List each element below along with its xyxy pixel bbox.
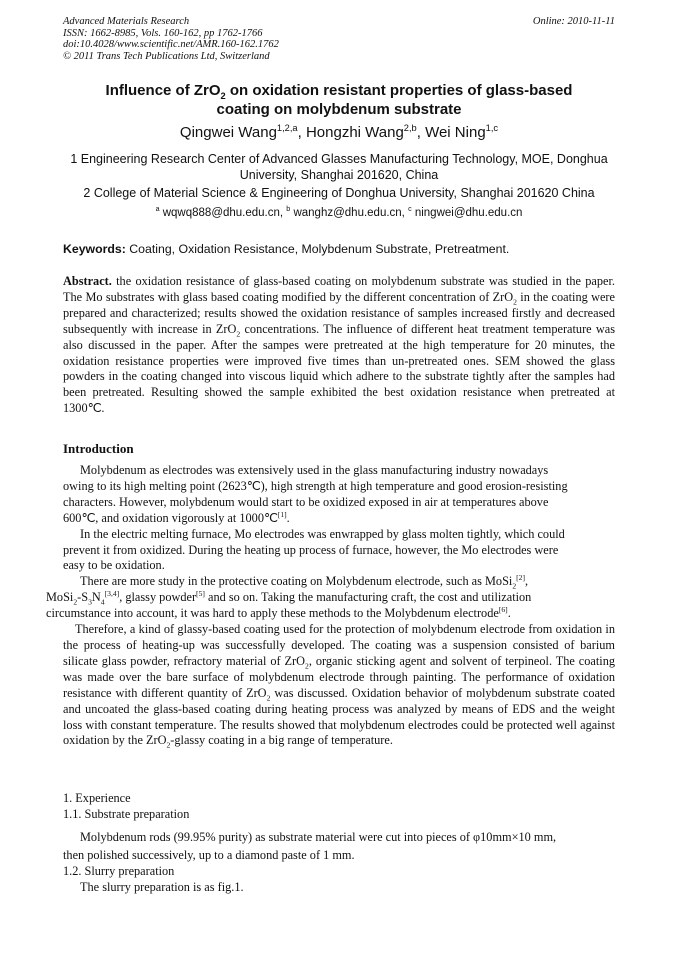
email-link[interactable]: wanghz@dhu.edu.cn, bbox=[290, 207, 409, 219]
issn-line: ISSN: 1662-8985, Vols. 160-162, pp 1762-1766 bbox=[63, 27, 263, 39]
journal-name: Advanced Materials Research bbox=[63, 16, 190, 27]
introduction-body bbox=[46, 463, 615, 750]
citation-ref[interactable]: [6] bbox=[498, 605, 508, 615]
title-text: on oxidation resistant properties of glass-based bbox=[225, 82, 573, 99]
abstract-label: Abstract. bbox=[63, 274, 112, 288]
online-date: Online: 2010-11-11 bbox=[532, 16, 615, 27]
title-line-2: coating on molybdenum substrate bbox=[216, 100, 462, 118]
introduction-heading: Introduction bbox=[63, 441, 134, 456]
author-list bbox=[63, 124, 615, 142]
citation-ref[interactable]: [1] bbox=[277, 509, 287, 519]
citation-ref[interactable]: [2] bbox=[516, 573, 526, 583]
title-subscript: 2 bbox=[220, 91, 226, 101]
affiliation-1: 1 Engineering Research Center of Advanced Glasses Manufacturing Technology, MOE, Donghua University, Shanghai 201620, China bbox=[70, 152, 608, 182]
intro-paragraph-2: In the electric melting furnace, Mo electrodes was enwrapped by glass molten tightly, which could prevent it from oxidized. During the heating up process of furnace, however, the Mo electrodes were easy to be oxidation. bbox=[63, 526, 565, 573]
experience-section bbox=[63, 791, 615, 895]
journal-header bbox=[63, 16, 615, 62]
doi-line: doi:10.4028/www.scientific.net/AMR.160-162.1762 bbox=[63, 39, 279, 51]
substrate-text-line: then polished successively, up to a diamond paste of 1 mm. bbox=[63, 847, 355, 862]
slurry-text-line: The slurry preparation is as fig.1. bbox=[80, 879, 244, 894]
copyright-line: © 2011 Trans Tech Publications Ltd, Switzerland bbox=[63, 50, 270, 62]
affiliation-2: 2 College of Material Science & Engineering of Donghua University, Shanghai 201620 China bbox=[83, 186, 595, 200]
email-link[interactable]: ningwei@dhu.edu.cn bbox=[411, 207, 523, 219]
abstract: Abstract. the oxidation resistance of glass-based coating on molybdenum substrate was studied in the paper. The Mo substrates with glass based coating modified by the different concentration of ZrO$_2$ in the coating were prepared and characterized; results showed the oxidation resistance of samples increased firstly and decreased subsequently with increase in ZrO$_2$ concentrations. The influence of different heat treatment temperature was also discussed in the paper. After the sampes were pretreated at the high temperature for 20 minutes, the oxidation resistance properties were improved five times than un-pretreated ones. SEM showed the glass powders in the coating changed into viscous liquid which adhere to the substrate tightly after the samples had been pretreated. Resulting showed the sample exhibited the best oxidation resistance when pretreated at 1300℃. bbox=[63, 274, 615, 416]
substrate-text-line: Molybdenum rods (99.95% purity) as substrate material were cut into pieces of φ10mm×10 mm, bbox=[80, 829, 557, 844]
section-heading: 1. Experience bbox=[63, 791, 131, 805]
author: Qingwei Wang$^{1,2,a}$, bbox=[179, 123, 306, 141]
citation-ref[interactable]: [3,4] bbox=[104, 589, 120, 599]
keywords bbox=[63, 242, 615, 257]
paper-title bbox=[63, 82, 615, 119]
keywords-text: Coating, Oxidation Resistance, Molybdenum Substrate, Pretreatment. bbox=[125, 242, 510, 256]
citation-ref[interactable]: [5] bbox=[196, 589, 205, 599]
subsection-heading: 1.1. Substrate preparation bbox=[63, 806, 190, 821]
intro-paragraph-4: Therefore, a kind of glassy-based coating used for the protection of molybdenum electrode from oxidation in the process of heating-up was successfully developed. The coating was a suspension consisted of barium silicate glass powder, refractory material of ZrO$_2$, organic sticking agent and solvent of terpineol. The coating was made over the bare surface of molybdenum electrode through painting. The performance of oxidation resistance with different quantity of ZrO$_2$ was discussed. Oxidation behavior of molybdenum substrate coated and uncoated the glass-based coating during heating process was analyzed by means of EDS and the weight loss with constant temperature. The results showed that molybdenum electrodes could be protected well against oxidation by the ZrO$_2$-glassy coating in a big range of temperature. bbox=[63, 622, 615, 750]
author-emails: $^a$ wqwq888@dhu.edu.cn, $^b$ wanghz@dhu.edu.cn, $^c$ ningwei@dhu.edu.cn bbox=[155, 205, 523, 219]
subsection-heading: 1.2. Slurry preparation bbox=[63, 863, 175, 878]
keywords-label: Keywords: bbox=[63, 242, 126, 256]
intro-paragraph-3: There are more study in the protective coating on Molybdenum electrode, such as MoSi$_2$[2], $MoSi_2-S_3N_4[3,4]$, glassy powder[5] and so on. Taking the manufacturing craft, the cost and utilization circumstance into account, it was hard to apply these methods to the Molybdenum electrode[6]. bbox=[46, 573, 532, 621]
author: Wei Ning$^{1,c}$ bbox=[425, 123, 499, 141]
intro-paragraph-1: Molybdenum as electrodes was extensively used in the glass manufacturing industry nowadays owing to its high melting point (2623℃), high strength at high temperature and good erosion-resisting characters. However, molybdenum would start to be oxidized exposed in air at temperatures above 600℃, and oxidation vigorously at 1000℃[1]. bbox=[63, 463, 568, 525]
title-text: Influence of ZrO bbox=[105, 82, 221, 99]
author: Hongzhi Wang$^{2,b}$, bbox=[305, 123, 426, 141]
email-link[interactable]: wqwq888@dhu.edu.cn, bbox=[159, 207, 287, 219]
